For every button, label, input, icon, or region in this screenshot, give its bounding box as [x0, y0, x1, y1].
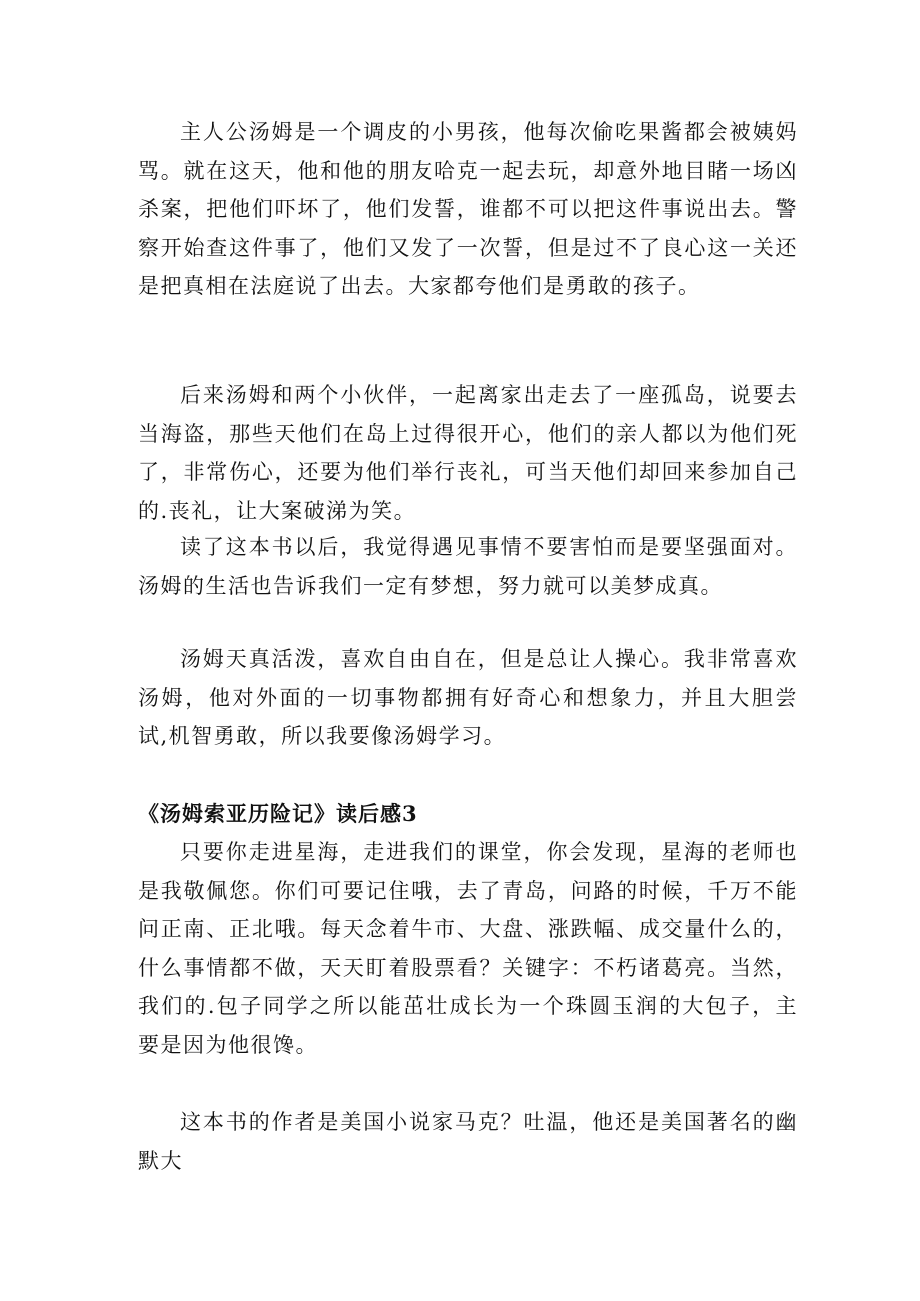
- body-paragraph-3: 读了这本书以后，我觉得遇见事情不要害怕而是要坚强面对。汤姆的生活也告诉我们一定有梦想，努力就可以美梦成真。: [138, 535, 798, 598]
- body-paragraph-5: 只要你走进星海，走进我们的课堂，你会发现，星海的老师也是我敬佩您。你们可要记住哦，去了青岛，问路的时候，千万不能问正南、正北哦。每天念着牛市、大盘、涨跌幅、成交量什么的，什么事情都不做，天天盯着股票看？关键字：不朽诸葛亮。当然，我们的.包子同学之所以能茁壮成长为一个珠圆玉润的大包子，主要是因为他很馋。: [138, 840, 798, 1057]
- body-paragraph-2: 后来汤姆和两个小伙伴，一起离家出走去了一座孤岛，说要去当海盗，那些天他们在岛上过得很开心，他们的亲人都以为他们死了，非常伤心，还要为他们举行丧礼，可当天他们却回来参加自己的.丧礼，让大案破涕为笑。: [138, 383, 798, 523]
- body-paragraph-1: 主人公汤姆是一个调皮的小男孩，他每次偷吃果酱都会被姨妈骂。就在这天，他和他的朋友哈克一起去玩，却意外地目睹一场凶杀案，把他们吓坏了，他们发誓，谁都不可以把这件事说出去。警察开始查这件事了，他们又发了一次誓，但是过不了良心这一关还是把真相在法庭说了出去。大家都夸他们是勇敢的孩子。: [138, 120, 798, 298]
- section-heading: 《汤姆索亚历险记》读后感3: [138, 801, 418, 826]
- body-paragraph-6: 这本书的作者是美国小说家马克？吐温，他还是美国著名的幽默大: [138, 1110, 798, 1173]
- body-paragraph-4: 汤姆天真活泼，喜欢自由自在，但是总让人操心。我非常喜欢汤姆，他对外面的一切事物都拥有好奇心和想象力，并且大胆尝试,机智勇敢，所以我要像汤姆学习。: [138, 647, 798, 748]
